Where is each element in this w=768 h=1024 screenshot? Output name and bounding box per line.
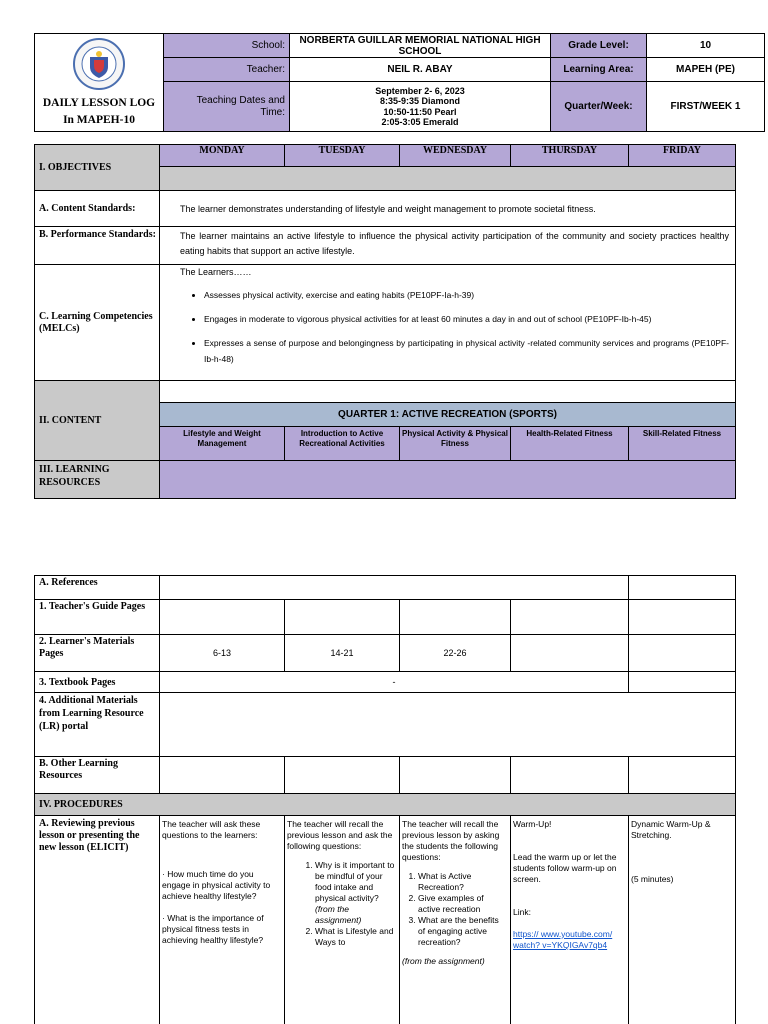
references-label: A. References [35,576,160,600]
content-heading: II. CONTENT [35,381,160,461]
lm-pages-monday: 6-13 [160,635,285,672]
lm-pages-friday [629,635,736,672]
competencies-intro: The Learners…… [180,267,252,277]
lm-pages-wednesday: 22-26 [400,635,511,672]
competency-item: • Assesses physical activity, exercise and eating habits (PE10PF-Ia-h-39) [204,287,729,303]
teacher-label: Teacher: [164,58,290,82]
header-table [34,33,765,132]
textbook-label: 3. Textbook Pages [35,672,160,693]
procedures-heading: IV. PROCEDURES [35,794,736,816]
area-value: MAPEH (PE) [647,58,765,82]
procedure-tuesday [285,816,400,1024]
quarter-banner: QUARTER 1: ACTIVE RECREATION (SPORTS) [160,403,736,427]
tuesday-q1-note: (from the assignment) [315,904,362,925]
performance-standards-text: The learner maintains an active lifestyle to influence the physical activity participation of the community and society practices healthy eating habits that support an active lifestyle. [160,227,736,265]
friday-line2: (5 minutes) [631,874,674,884]
procedure-monday [160,816,285,1024]
learning-resources-spacer [160,461,736,499]
thursday-line2: Lead the warm up or let the students follow warm-up on screen. [513,852,617,884]
competency-item: • Engages in moderate to vigorous physical activities for at least 60 minutes a day in and out of school (PE10PF-Ib-h-45) [204,311,729,327]
deped-seal-icon [73,38,125,90]
other-resources-label: B. Other Learning Resources [35,757,160,794]
dates-line1: September 2- 6, 2023 [375,85,465,96]
lm-pages-thursday [511,635,629,672]
objectives-table [34,144,736,499]
performance-standards-label: B. Performance Standards: [35,227,160,265]
review-lesson-label: A. Reviewing previous lesson or presenting the new lesson (ELICIT) [35,816,160,1024]
wednesday-q3: 3. What are the benefits of engaging active recreation? [418,915,508,948]
tuesday-intro: The teacher will recall the previous lesson and ask the following questions: [287,819,393,851]
competency-item: • Expresses a sense of purpose and belongingness by participating in physical activity -related community services and programs (PE10PF-Ib-h-48) [204,335,729,367]
friday-line1: Dynamic Warm-Up & Stretching. [631,819,711,840]
textbook-value: - [160,672,629,693]
monday-q2: · What is the importance of physical fitness tests in achieving healthy lifestyle? [162,913,264,945]
wednesday-intro: The teacher will recall the previous lesson by asking the students the following questions: [402,819,500,862]
logo-title-cell [35,34,164,132]
thursday-line1: Warm-Up! [513,819,552,829]
area-label: Learning Area: [551,58,647,82]
quarter-value: FIRST/WEEK 1 [647,82,765,132]
dates-line4: 2:05-3:05 Emerald [381,117,459,127]
grade-value: 10 [647,34,765,58]
procedure-wednesday [400,816,511,1024]
wednesday-q1: 1. What is Active Recreation? [418,871,508,893]
dates-label-2: Time: [260,106,285,118]
thursday-link-label: Link: [513,907,531,917]
competencies-list [180,287,729,367]
topic-thursday: Health-Related Fitness [511,427,629,461]
day-wednesday: WEDNESDAY [400,145,511,167]
wednesday-q2: 2. Give examples of active recreation [418,893,508,915]
tuesday-q1: Why is it important to be mindful of your food intake and physical activity? [315,860,395,903]
dates-label-1: Teaching Dates and [196,94,285,106]
learners-materials-label: 2. Learner's Materials Pages [35,635,160,672]
tuesday-q2: 2. What is Lifestyle and Ways to [315,926,397,948]
lm-pages-tuesday: 14-21 [285,635,400,672]
grade-label: Grade Level: [551,34,647,58]
school-value: NORBERTA GUILLAR MEMORIAL NATIONAL HIGH SCHOOL [290,34,551,58]
teachers-guide-label: 1. Teacher's Guide Pages [35,600,160,635]
procedure-thursday [511,816,629,1024]
dates-line2: 8:35-9:35 Diamond [379,96,461,106]
youtube-link[interactable]: https:// www.youtube.com/ watch? v=YKQIGAv7qb4 [513,929,613,950]
additional-materials-label: 4. Additional Materials from Learning Resource (LR) portal [35,693,160,757]
day-friday: FRIDAY [629,145,736,167]
topic-wednesday: Physical Activity & Physical Fitness [400,427,511,461]
day-monday: MONDAY [160,145,285,167]
procedure-friday [629,816,736,1024]
learning-resources-heading: III. LEARNING RESOURCES [35,461,160,499]
objectives-heading: I. OBJECTIVES [35,145,160,191]
content-standards-text: The learner demonstrates understanding of lifestyle and weight management to promote societal fitness. [160,191,736,227]
competencies-label: C. Learning Competencies (MELCs) [35,265,160,381]
procedures-table [34,575,736,1024]
teacher-value: NEIL R. ABAY [290,58,551,82]
monday-q1: · How much time do you engage in physical activity to achieve healthy lifestyle? [162,869,271,901]
content-standards-label: A. Content Standards: [35,191,160,227]
topic-tuesday: Introduction to Active Recreational Activities [285,427,400,461]
wednesday-note: (from the assignment) [402,956,485,966]
objectives-spacer [160,167,736,191]
school-label: School: [164,34,290,58]
title-line1: DAILY LESSON LOG [42,97,156,109]
day-thursday: THURSDAY [511,145,629,167]
monday-intro: The teacher will ask these questions to the learners: [162,819,261,840]
topic-monday: Lifestyle and Weight Management [160,427,285,461]
day-tuesday: TUESDAY [285,145,400,167]
title-line2: In MAPEH-10 [63,114,135,126]
topic-friday: Skill-Related Fitness [629,427,736,461]
dates-line3: 10:50-11:50 Pearl [383,106,457,117]
content-spacer [160,381,736,403]
quarter-label: Quarter/Week: [551,82,647,132]
